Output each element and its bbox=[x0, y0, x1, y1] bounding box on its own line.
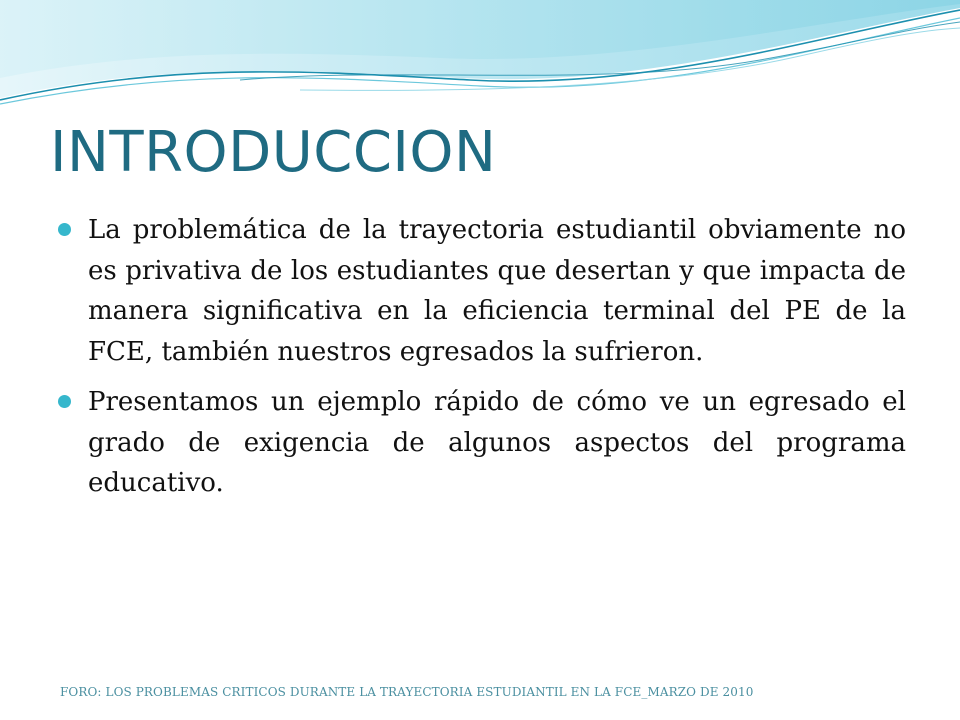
bullet-list bbox=[58, 210, 906, 514]
slide-footer: FORO: LOS PROBLEMAS CRITICOS DURANTE LA TRAYECTORIA ESTUDIANTIL EN LA FCE_MARZO DE 2010 bbox=[60, 685, 754, 699]
bullet-text-1: La problemática de la trayectoria estudiantil obviamente no es privativa de los estudiantes que desertan y que impacta de manera significativa en la eficiencia terminal del PE de la FCE, también nuestros egresados la sufrieron. bbox=[88, 215, 906, 367]
header-wave-decoration bbox=[0, 0, 960, 120]
bullet-dot-icon bbox=[58, 223, 71, 236]
bullet-dot-icon bbox=[58, 395, 71, 408]
bullet-text-2: Presentamos un ejemplo rápido de cómo ve un egresado el grado de exigencia de algunos aspectos del programa educativo. bbox=[88, 387, 906, 498]
bullet-item-2 bbox=[58, 382, 906, 504]
slide-title: INTRODUCCION bbox=[50, 120, 497, 185]
bullet-item-1 bbox=[58, 210, 906, 372]
